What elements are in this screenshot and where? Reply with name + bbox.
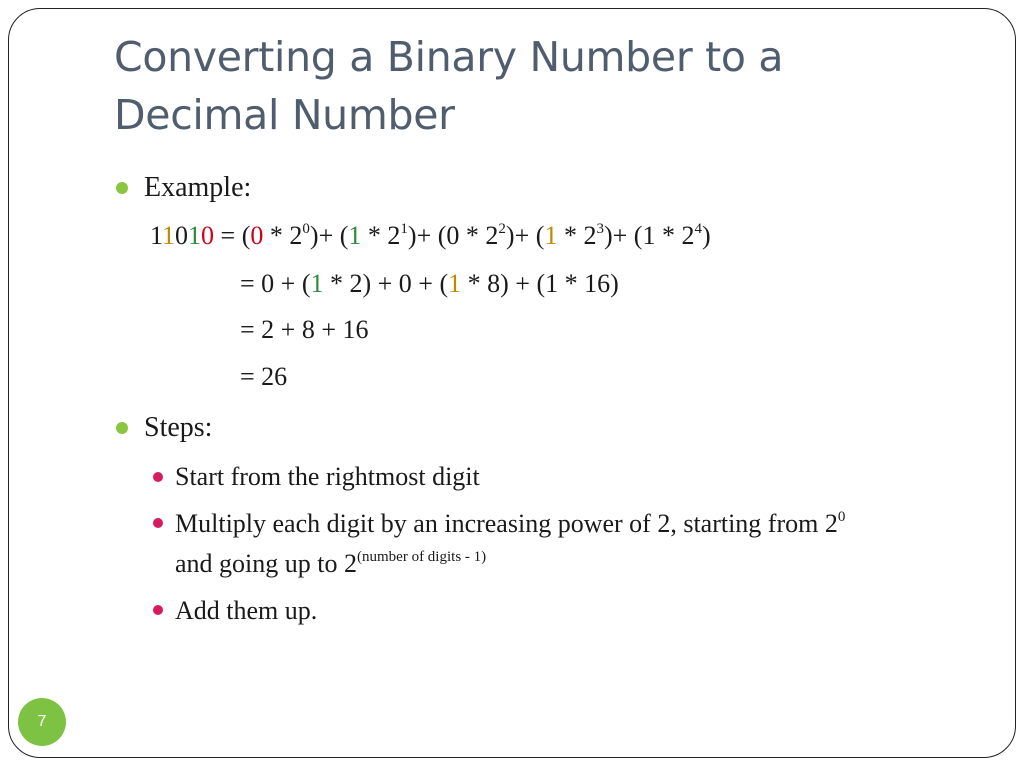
steps-label: Steps: (144, 412, 213, 443)
example-line-1 (150, 220, 711, 252)
term-3: + $(0 * 2^2)$ (416, 221, 515, 250)
example-line-3: = 2 + 8 + 16 (240, 315, 369, 344)
binary-digit-2: 1 (162, 221, 176, 250)
step-3-text: Add them up. (175, 596, 318, 625)
binary-digit-4: 1 (188, 221, 202, 250)
slide-title: Converting a Binary Number to a Decimal Number (114, 33, 784, 139)
page-number-badge: 7 (18, 698, 66, 746)
term-4: + $(1 * 2^3)$ (514, 221, 613, 250)
binary-digit-1: 1 (150, 221, 163, 250)
binary-digit-5: 0 (201, 221, 215, 250)
term-2: + $(1 * 2^1)$ (318, 221, 417, 250)
step-2-bullet (153, 518, 163, 528)
bullet-steps (116, 422, 128, 434)
equals-sign: = (220, 221, 236, 250)
bullet-example (116, 182, 128, 194)
term-1: $(0 * 2^0)$ (241, 221, 319, 250)
step-1-bullet (153, 472, 163, 482)
step-3-bullet (153, 605, 163, 615)
step-1-text: Start from the rightmost digit (175, 462, 480, 491)
example-line-2: = 0 + (1 * 2) + 0 + (1 * 8) + (1 * 16) (240, 269, 619, 298)
example-line-4: = 26 (240, 362, 288, 391)
term-5: + $(1 * 2^4)$ (612, 221, 711, 250)
step-2-text: Multiply each digit by an increasing power of 2, starting from $2^0$ and going up to $2^{(number of digits - 1)}$ (175, 509, 846, 578)
example-label: Example: (144, 172, 252, 203)
binary-digit-3: 0 (175, 221, 189, 250)
